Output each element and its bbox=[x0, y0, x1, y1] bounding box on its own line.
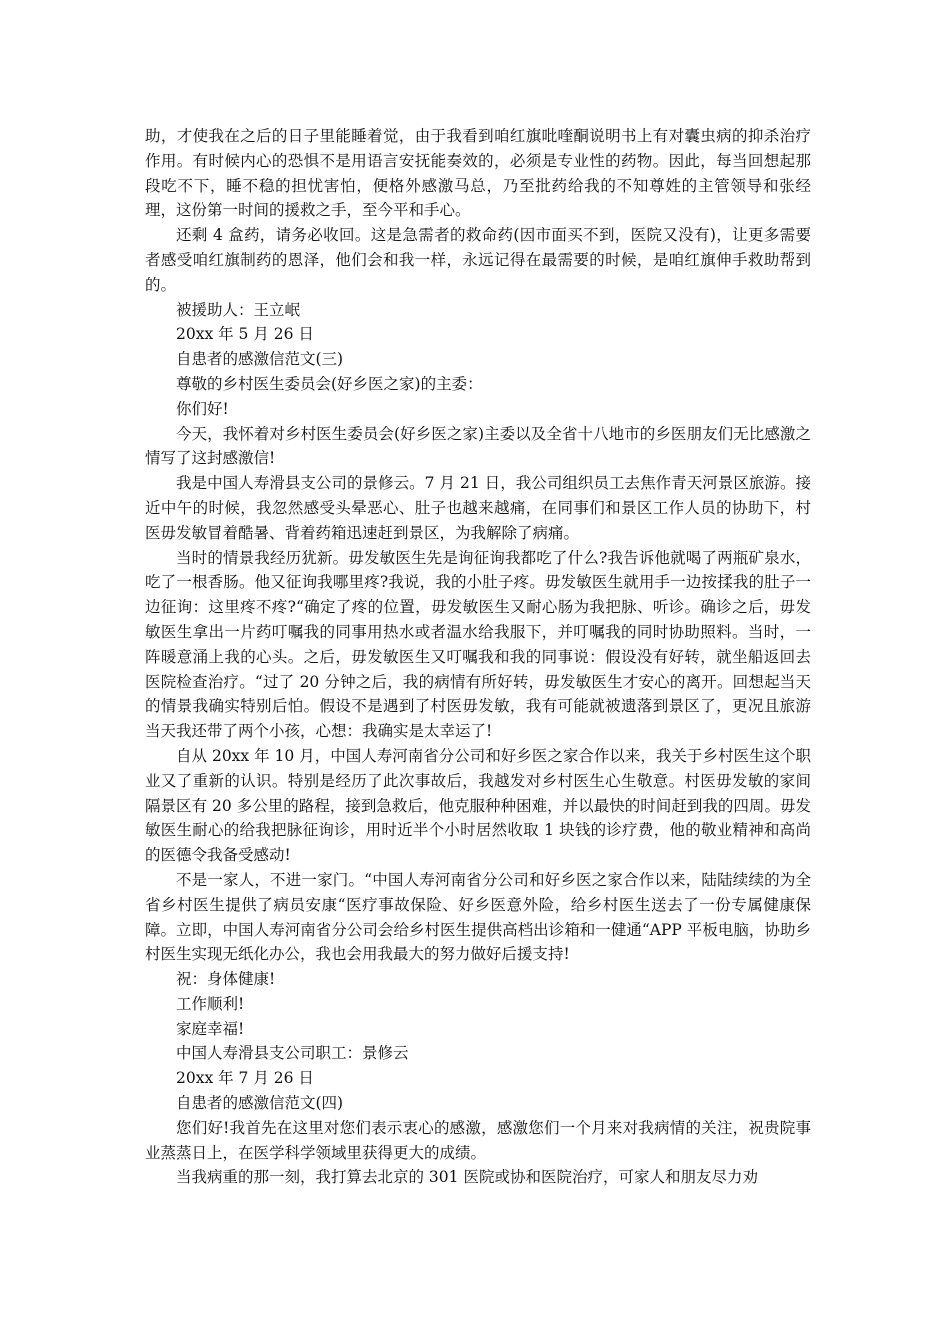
paragraph-situation: 当时的情景我经历犹新。毋发敏医生先是询征询我都吃了什么?我告诉他就喝了两瓶矿泉水，吃了一根香肠。他又征询我哪里疼?我说，我的小肚子疼。毋发敏医生就用手一边按揉我的肚子一边征询：这里疼不疼?“确定了疼的位置，毋发敏医生又耐心肠为我把脉、听诊。确诊之后，毋发敏医生拿出一片药叮嘱我的同事用热水或者温水给我服下，并叮嘱我的同时协助照料。当时，一阵暖意涌上我的心头。之后，毋发敏医生又叮嘱我和我的同事说：假设没有好转，就坐船返回去医院检查治疗。“过了 20 分钟之后，我的病情有所好转，毋发敏医生才安心的离开。回想起当天的情景我确实特别后怕。假设不是遇到了村医毋发敏，我有可能就被遗落到景区了，更况且旅游当天我还带了两个小孩，心想：我确实是太幸运了! bbox=[145, 548, 811, 741]
paragraph-return-medicine: 还剩 4 盒药，请务必收回。这是急需者的救命药(因市面买不到，医院又没有)，让更多需要者感受咱红旗制药的恩泽，他们会和我一样，永远记得在最需要的时候，是咱红旗伸手救助帮到的。 bbox=[145, 226, 811, 294]
paragraph-family: 不是一家人，不进一家门。“中国人寿河南省分公司和好乡医之家合作以来，陆陆续续的为全省乡村医生提供了病员安康“医疗事故保险、好乡医意外险，给乡村医生送去了一份专属健康保障。立即，中国人寿河南省分公司会给乡村医生提供高档出诊箱和一健通“APP 平板电脑，协助乡村医生实现无纸化办公，我也会用我最大的努力做好后援支持! bbox=[145, 870, 811, 964]
section-heading-3: 自患者的感激信范文(三) bbox=[176, 350, 344, 369]
signature-sender: 中国人寿滑县支公司职工：景修云 bbox=[176, 1044, 409, 1063]
salutation-3: 尊敬的乡村医生委员会(好乡医之家)的主委： bbox=[176, 374, 483, 393]
document-page bbox=[145, 124, 811, 1190]
closing-wish-work: 工作顺利! bbox=[176, 994, 245, 1013]
signature-date-1: 20xx 年 5 月 26 日 bbox=[176, 325, 314, 344]
closing-wish-family: 家庭幸福! bbox=[176, 1019, 245, 1038]
signature-recipient: 被援助人：王立岷 bbox=[176, 300, 301, 319]
paragraph-self-intro: 我是中国人寿滑县支公司的景修云。7 月 21 日，我公司组织员工去焦作青天河景区旅游。接近中午的时候，我忽然感受头晕恶心、肚子也越来越痛，在同事们和景区工作人员的协助下，村医毋发敏冒着酷暑、背着药箱迅速赶到景区，为我解除了病痛。 bbox=[145, 474, 811, 542]
paragraph-intro-3: 今天，我怀着对乡村医生委员会(好乡医之家)主委以及全省十八地市的乡医朋友们无比感激之情写了这封感激信! bbox=[145, 424, 811, 468]
closing-wish-health: 祝：身体健康! bbox=[176, 970, 276, 989]
paragraph-illness: 当我病重的那一刻，我打算去北京的 301 医院或协和医院治疗，可家人和朋友尽力劝 bbox=[176, 1168, 758, 1187]
paragraph-continuation: 助，才使我在之后的日子里能睡着觉，由于我看到咱红旗吡喹酮说明书上有对囊虫病的抑杀治疗作用。有时候内心的恐惧不是用语言安抚能奏效的，必须是专业性的药物。因此，每当回想起那段吃不下，睡不稳的担忧害怕，便格外感激马总，乃至批药给我的不知尊姓的主管领导和张经理，这份第一时间的援救之手，至今平和手心。 bbox=[145, 127, 811, 220]
greeting-3: 你们好! bbox=[176, 399, 229, 418]
section-heading-4: 自患者的感激信范文(四) bbox=[176, 1094, 344, 1113]
signature-date-2: 20xx 年 7 月 26 日 bbox=[176, 1069, 314, 1088]
paragraph-cooperation: 自从 20xx 年 10 月，中国人寿河南省分公司和好乡医之家合作以来，我关于乡村医生这个职业又了重新的认识。特别是经历了此次事故后，我越发对乡村医生心生敬意。村医毋发敏的家间隔景区有 20 多公里的路程，接到急救后，他克服种种困难，并以最快的时间赶到我的四周。毋发敏医生耐心的给我把脉征询诊，用时近半个小时居然收取 1 块钱的诊疗费，他的敬业精神和高尚的医德令我备受感动! bbox=[145, 746, 811, 865]
greeting-4: 您们好!我首先在这里对您们表示衷心的感激，感激您们一个月来对我病情的关注，祝贵院事业蒸蒸日上，在医学科学领域里获得更大的成绩。 bbox=[145, 1118, 811, 1162]
